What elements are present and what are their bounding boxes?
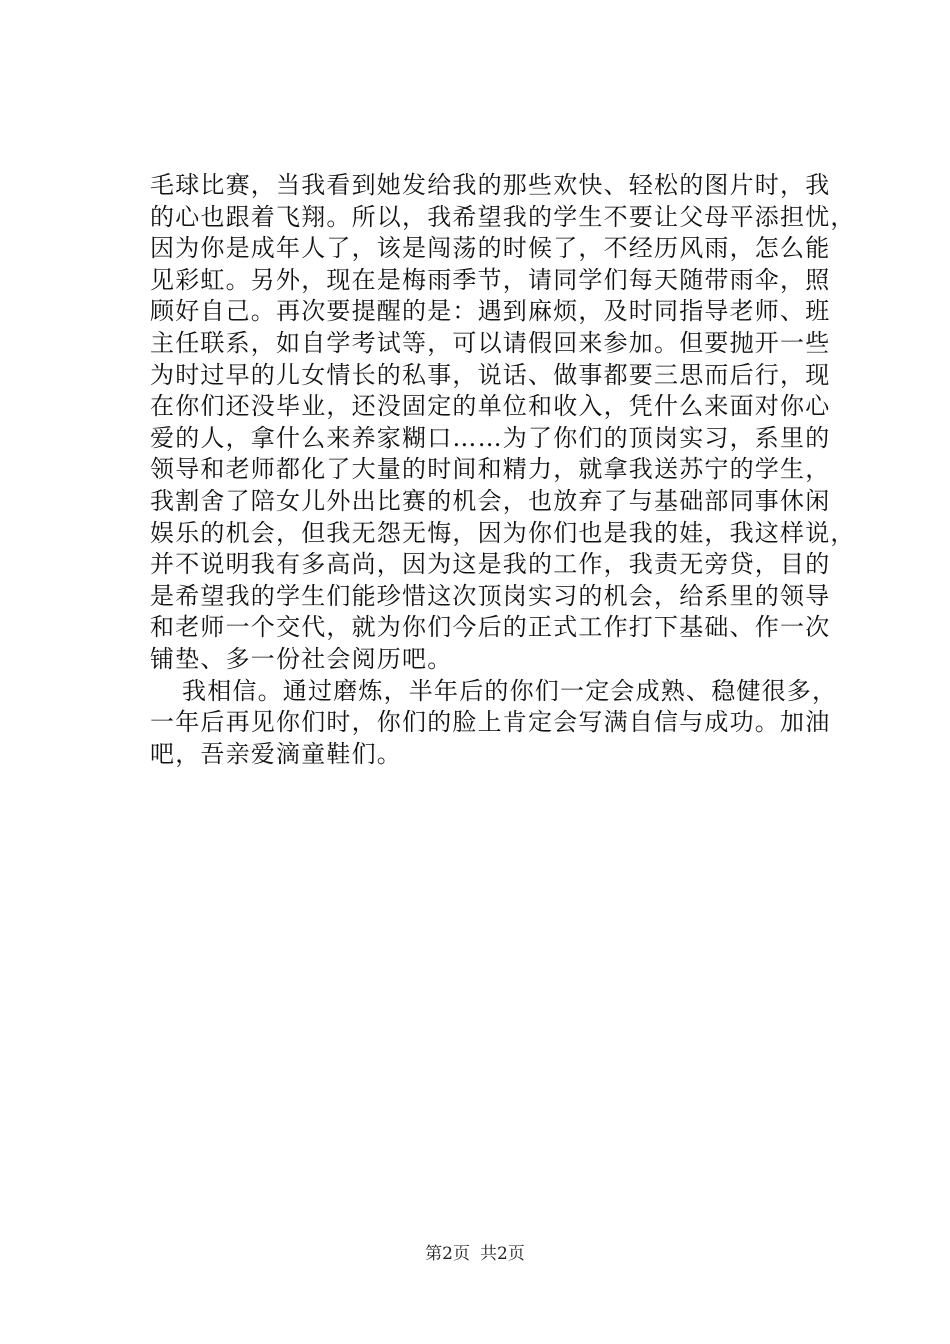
text-line: 和老师一个交代，就为你们今后的正式工作打下基础、作一次 xyxy=(150,613,831,642)
text-line: 的心也跟着飞翔。所以，我希望我的学生不要让父母平添担忧， xyxy=(150,202,856,231)
text-line: 见彩虹。另外，现在是梅雨季节，请同学们每天随带雨伞，照 xyxy=(150,265,831,294)
text-line: 因为你是成年人了，该是闯荡的时候了，不经历风雨，怎么能 xyxy=(150,234,831,263)
text-line: 并不说明我有多高尚，因为这是我的工作，我责无旁贷，目的 xyxy=(150,550,831,579)
paragraph-start-line: 我相信。通过磨炼，半年后的你们一定会成熟、稳健很多， xyxy=(182,676,838,705)
text-line: 爱的人，拿什么来养家糊口……为了你们的顶岗实习，系里的 xyxy=(150,423,831,452)
page-number: 第2页 xyxy=(425,1244,470,1264)
text-line: 顾好自己。再次要提醒的是：遇到麻烦，及时同指导老师、班 xyxy=(150,297,831,326)
text-line: 铺垫、多一份社会阅历吧。 xyxy=(150,644,453,673)
page-total: 共2页 xyxy=(480,1244,525,1264)
text-line: 是希望我的学生们能珍惜这次顶岗实习的机会，给系里的领导 xyxy=(150,581,831,610)
text-line: 为时过早的儿女情长的私事，说话、做事都要三思而后行，现 xyxy=(150,360,831,389)
text-line: 领导和老师都化了大量的时间和精力，就拿我送苏宁的学生， xyxy=(150,455,831,484)
text-line: 我割舍了陪女儿外出比赛的机会，也放弃了与基础部同事休闲 xyxy=(150,486,831,515)
text-line: 毛球比赛，当我看到她发给我的那些欢快、轻松的图片时，我 xyxy=(150,171,831,199)
document-body xyxy=(150,170,856,770)
text-line: 主任联系，如自学考试等，可以请假回来参加。但要抛开一些 xyxy=(150,328,831,357)
page-footer xyxy=(0,1244,950,1264)
text-line: 在你们还没毕业，还没固定的单位和收入，凭什么来面对你心 xyxy=(150,392,831,421)
text-line: 娱乐的机会，但我无怨无悔，因为你们也是我的娃，我这样说， xyxy=(150,518,856,547)
text-line: 吧，吾亲爱滴童鞋们。 xyxy=(150,739,402,768)
text-line: 一年后再见你们时，你们的脸上肯定会写满自信与成功。加油 xyxy=(150,708,831,737)
